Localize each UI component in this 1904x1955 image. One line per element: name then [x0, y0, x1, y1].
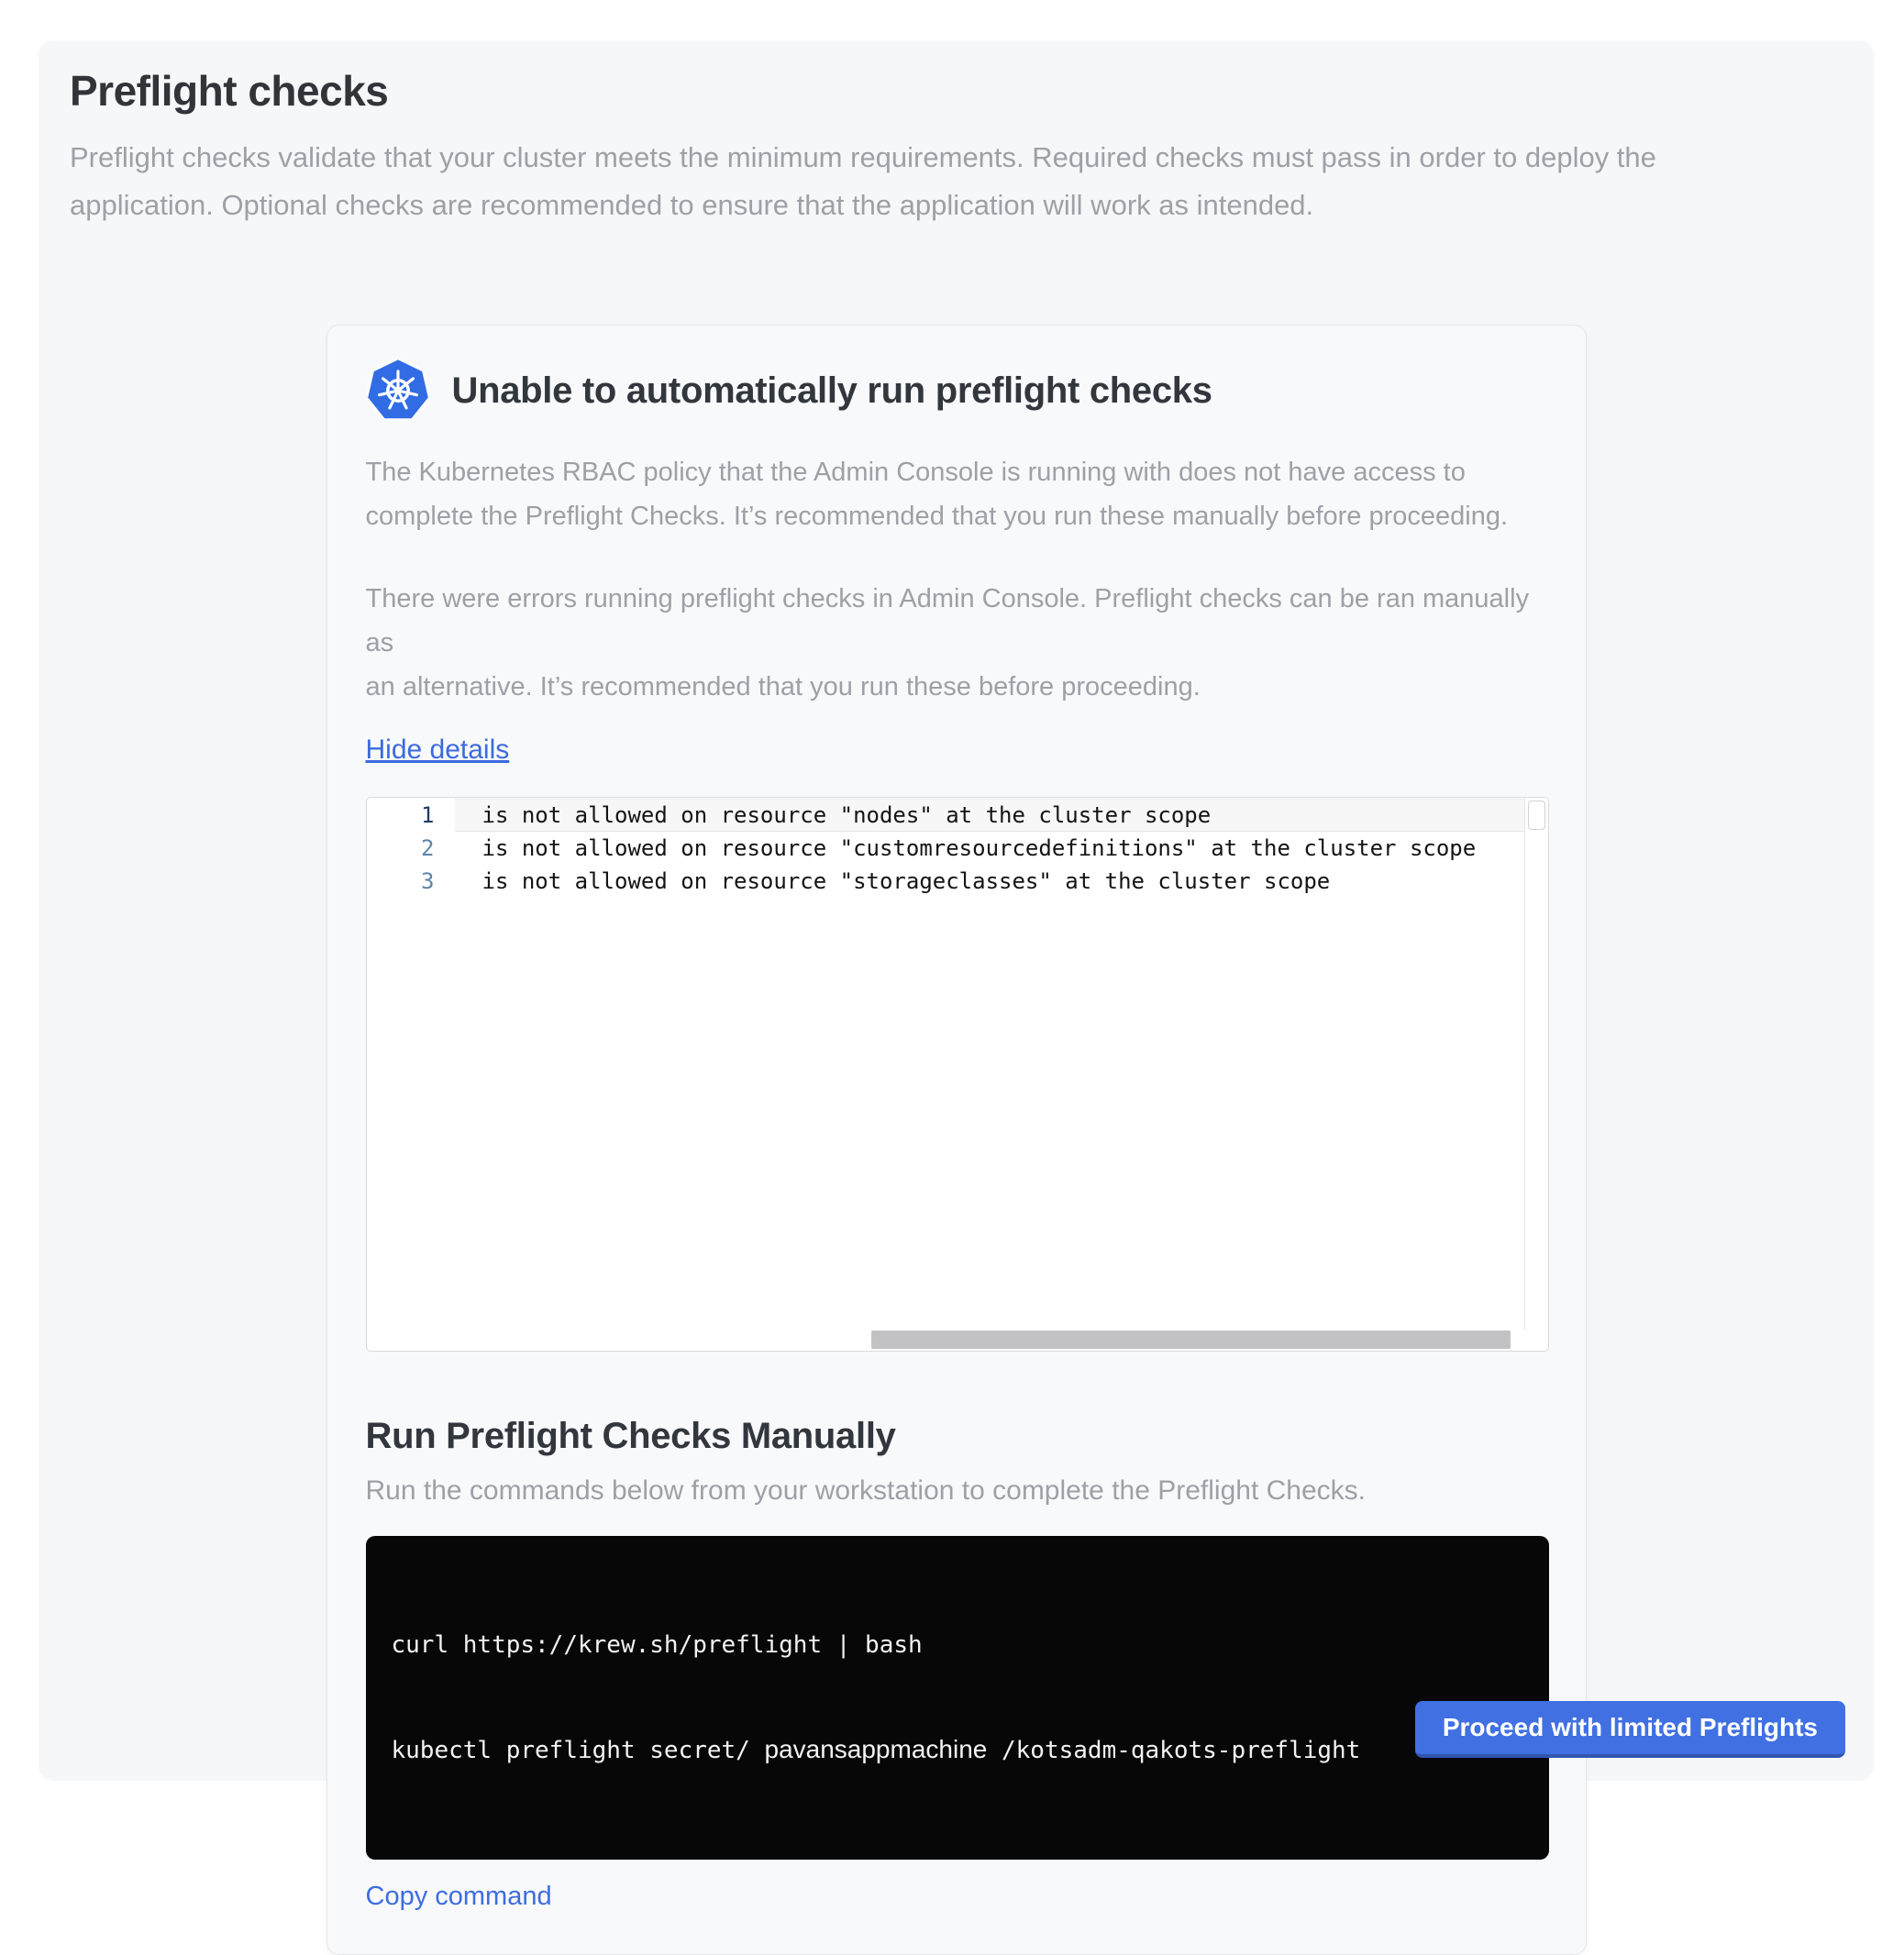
- line-text: is not allowed on resource "customresourcedefinitions" at the cluster scope: [482, 835, 1477, 861]
- vertical-scrollbar-track[interactable]: [1524, 798, 1548, 1331]
- error-log-editor[interactable]: [366, 797, 1549, 1352]
- log-line: [367, 799, 1548, 832]
- horizontal-scrollbar-thumb[interactable]: [871, 1331, 1511, 1349]
- preflight-warning-card: [327, 325, 1587, 1955]
- editor-rows: [367, 798, 1548, 898]
- log-line: [367, 832, 1548, 865]
- line-number: 3: [421, 868, 435, 894]
- command-line-2: kubectl preflight secret/ pavansappmachine /kotsadm-qakots-preflight: [391, 1735, 1361, 1764]
- line-number: 1: [421, 802, 435, 828]
- line-text: is not allowed on resource "nodes" at the cluster scope: [482, 802, 1212, 828]
- command-line-1: curl https://krew.sh/preflight | bash: [391, 1631, 923, 1659]
- namespace-text: pavansappmachine: [764, 1735, 988, 1763]
- errors-paragraph: There were errors running preflight checks in Admin Console. Preflight checks can be ran manually as an alternative. It’s recommended that you run these before proceeding.: [365, 584, 1530, 701]
- copy-command-link[interactable]: Copy command: [365, 1882, 552, 1911]
- page-subtitle-line: application. Optional checks are recommended to ensure that the application will work as intended.: [70, 189, 1314, 221]
- line-text: is not allowed on resource "storageclasses" at the cluster scope: [482, 868, 1331, 894]
- manual-section-description: Run the commands below from your workstation to complete the Preflight Checks.: [365, 1475, 1366, 1506]
- vertical-scrollbar-thumb[interactable]: [1528, 801, 1545, 830]
- command-block: [366, 1536, 1549, 1860]
- rbac-policy-paragraph: The Kubernetes RBAC policy that the Admin Console is running with does not have access to complete the Preflight Checks. It’s recommended that you run these manually before proceeding.: [365, 458, 1509, 531]
- manual-section-heading: Run Preflight Checks Manually: [365, 1416, 896, 1456]
- kubernetes-icon: [366, 359, 430, 423]
- proceed-button[interactable]: Proceed with limited Preflights: [1415, 1701, 1845, 1758]
- page-subtitle-line: Preflight checks validate that your cluster meets the minimum requirements. Required checks must pass in order to deploy the: [70, 141, 1656, 173]
- page-title: Preflight checks: [70, 67, 389, 115]
- hide-details-link[interactable]: Hide details: [365, 735, 510, 765]
- page-subtitle: [70, 134, 1843, 229]
- card-header: [366, 359, 1547, 423]
- card-heading: Unable to automatically run preflight checks: [451, 370, 1212, 411]
- log-line: [367, 865, 1548, 898]
- preflight-panel: [39, 40, 1874, 1911]
- line-number: 2: [421, 835, 435, 861]
